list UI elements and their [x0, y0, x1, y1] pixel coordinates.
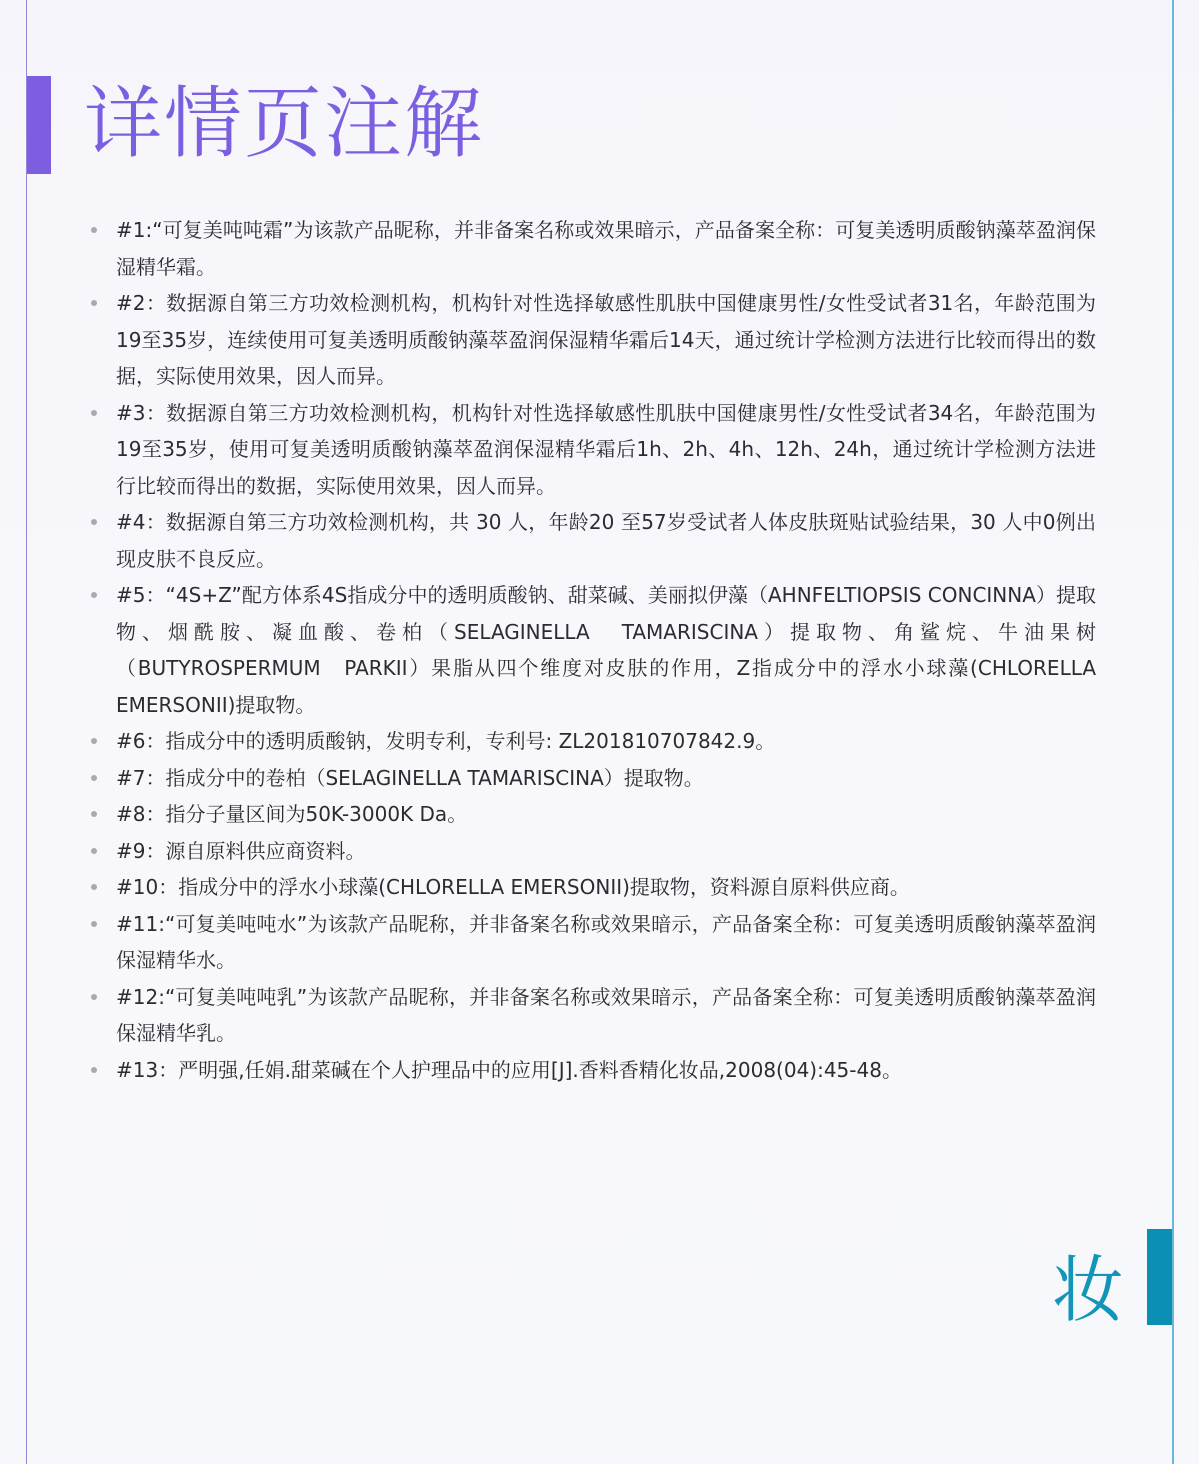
right-border-line	[1172, 0, 1174, 1464]
bullet-dot	[91, 994, 97, 1000]
bullet-dot	[91, 519, 97, 525]
page-title: 详情页注解	[84, 79, 485, 169]
note-text: #11:“可复美吨吨水”为该款产品昵称，并非备案名称或效果暗示，产品备案全称：可复美透明质酸钠藻萃盈润保湿精华水。	[116, 911, 1096, 972]
note-item	[84, 1052, 1096, 1089]
corner-accent-bar	[1147, 1229, 1172, 1325]
bullet-dot	[91, 921, 97, 927]
bullet-dot	[91, 1067, 97, 1073]
bullet-dot	[91, 775, 97, 781]
notes-list	[84, 212, 1096, 1088]
note-item	[84, 833, 1096, 870]
note-text: #8：指分子量区间为50K-3000K Da。	[116, 802, 468, 826]
note-item	[84, 869, 1096, 906]
note-text: #7：指成分中的卷柏（SELAGINELLA TAMARISCINA）提取物。	[116, 765, 704, 790]
bullet-dot	[91, 410, 97, 416]
bullet-dot	[91, 227, 97, 233]
title-accent-bar	[27, 76, 51, 174]
note-item	[84, 504, 1096, 577]
note-text: #10：指成分中的浮水小球藻(CHLORELLA EMERSONII)提取物，资料源自原料供应商。	[116, 875, 910, 899]
bullet-dot	[91, 592, 97, 598]
note-text: #1:“可复美吨吨霜”为该款产品昵称，并非备案名称或效果暗示，产品备案全称：可复美透明质酸钠藻萃盈润保湿精华霜。	[116, 218, 1096, 279]
note-text: #2：数据源自第三方功效检测机构，机构针对性选择敏感性肌肤中国健康男性/女性受试者31名，年龄范围为19至35岁，连续使用可复美透明质酸钠藻萃盈润保湿精华霜后14天，通过统计学检测方法进行比较而得出的数据，实际使用效果，因人而异。	[116, 291, 1096, 388]
note-item	[84, 577, 1096, 723]
bullet-dot	[91, 300, 97, 306]
note-text: #12:“可复美吨吨乳”为该款产品昵称，并非备案名称或效果暗示，产品备案全称：可复美透明质酸钠藻萃盈润保湿精华乳。	[116, 984, 1096, 1045]
note-item	[84, 979, 1096, 1052]
note-item	[84, 906, 1096, 979]
bullet-dot	[91, 738, 97, 744]
note-text: #13：严明强,任娟.甜菜碱在个人护理品中的应用[J].香料香精化妆品,2008(04):45-48。	[116, 1057, 902, 1082]
bullet-dot	[91, 884, 97, 890]
note-item	[84, 212, 1096, 285]
note-item	[84, 285, 1096, 395]
bullet-dot	[91, 811, 97, 817]
note-item	[84, 796, 1096, 833]
note-item	[84, 760, 1096, 797]
note-text: #3：数据源自第三方功效检测机构，机构针对性选择敏感性肌肤中国健康男性/女性受试者34名，年龄范围为19至35岁，使用可复美透明质酸钠藻萃盈润保湿精华霜后1h、2h、4h、12h、24h，通过统计学检测方法进行比较而得出的数据，实际使用效果，因人而异。	[116, 400, 1096, 498]
bullet-dot	[91, 848, 97, 854]
note-text: #9：源自原料供应商资料。	[116, 838, 366, 863]
note-text: #5：“4S+Z”配方体系4S指成分中的透明质酸钠、甜菜碱、美丽拟伊藻（AHNFELTIOPSIS CONCINNA）提取物、烟酰胺、凝血酸、卷柏（SELAGINELLA TAMARISCINA）提取物、角鲨烷、牛油果树（BUTYROSPERMUM PARKII）果脂从四个维度对皮肤的作用，Z指成分中的浮水小球藻(CHLORELLA EMERSONII)提取物。	[116, 583, 1096, 717]
note-text: #4：数据源自第三方功效检测机构，共 30 人，年龄20 至57岁受试者人体皮肤斑贴试验结果，30 人中0例出现皮肤不良反应。	[116, 510, 1096, 571]
left-border-line	[26, 0, 27, 1464]
note-item	[84, 395, 1096, 505]
corner-character: 妆	[1052, 1248, 1125, 1332]
note-text: #6：指成分中的透明质酸钠，发明专利，专利号: ZL201810707842.9。	[116, 729, 776, 753]
note-item	[84, 723, 1096, 760]
